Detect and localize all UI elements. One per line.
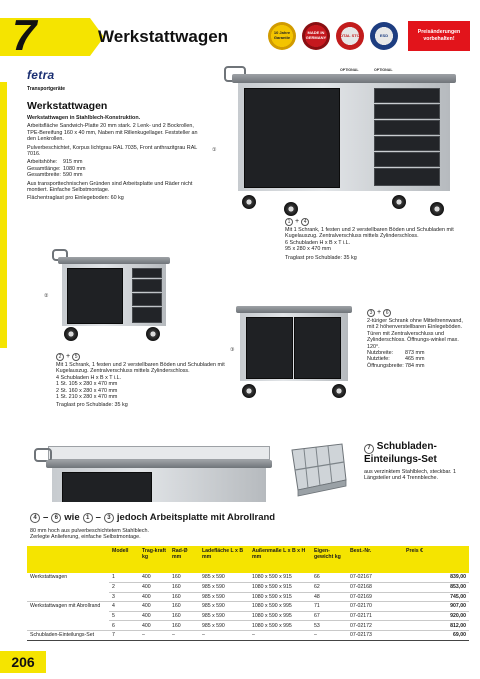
caption-line: 6 Schubladen H x B x T i.L. <box>285 239 351 246</box>
variant-heading-text: jedoch Arbeitsplatte mit Abrollrand <box>116 512 276 523</box>
table-cell: 07-02172 <box>347 621 403 631</box>
table-cell: 7 <box>109 631 139 641</box>
plus-sign: + <box>66 352 71 360</box>
price-note-badge: Preisänderungen vorbehalten! <box>408 21 470 51</box>
made-in-germany-seal: MADE IN GERMANY <box>302 22 330 50</box>
table-cell: 67 <box>311 611 347 621</box>
load-capacity: Traglast pro Schublade: 35 kg <box>285 254 357 261</box>
drawer-set-title-line2: Einteilungs-Set <box>364 453 437 465</box>
intro-block <box>27 100 207 204</box>
table-cell: 07-02173 <box>347 631 403 641</box>
table-header-row <box>27 546 469 573</box>
num-badge: 7 <box>364 444 374 454</box>
chapter-tab <box>0 11 90 60</box>
col-header: Rad-Ø mm <box>172 548 188 560</box>
chapter-number: 7 <box>12 11 37 60</box>
col-header <box>27 546 109 573</box>
dim-value: 915 mm <box>63 159 83 166</box>
col-header: Außenmaße L x B x H mm <box>252 548 306 560</box>
table-cell: 160 <box>169 583 199 593</box>
drawer <box>374 104 440 119</box>
drawer <box>374 88 440 103</box>
esd-seal: ESD <box>370 22 398 50</box>
drawer <box>132 293 162 306</box>
table-cell: 400 <box>139 583 169 593</box>
table-cell: 985 x 590 <box>199 583 249 593</box>
wheel <box>284 202 298 216</box>
table-cell: – <box>169 631 199 641</box>
table-cell: 62 <box>311 583 347 593</box>
caption-text: Mit 1 Schrank, 1 festen und 2 verstellbaren Böden und Schubladen mit Kugelauszug. Zentralverschluss mittels Zylinderschloss. <box>285 227 454 240</box>
figure-marker-3: ③ <box>230 347 235 353</box>
load-capacity: Traglast pro Schublade: 35 kg <box>56 402 128 409</box>
table-cell: – <box>199 631 249 641</box>
table-row <box>27 631 469 641</box>
price-cell: 745,00 <box>403 592 469 602</box>
spec-key: Nutzbreite: <box>367 350 394 357</box>
table-cell: 985 x 590 <box>199 573 249 583</box>
dim-value: 590 mm <box>63 172 83 179</box>
wheel <box>64 327 78 341</box>
drawer-insert-illustration <box>284 440 350 498</box>
drawer <box>374 152 440 167</box>
drawer <box>132 279 162 292</box>
price-cell: 853,00 <box>403 583 469 593</box>
drawer <box>374 120 440 135</box>
num-badge: 2 <box>56 353 64 361</box>
drawer-set-title-line1: Schubladen- <box>376 441 437 452</box>
word: wie <box>64 512 80 523</box>
table-cell: 1080 x 590 x 995 <box>249 621 311 631</box>
table-cell: 66 <box>311 573 347 583</box>
table-row <box>27 573 469 583</box>
table-cell: 1 <box>109 573 139 583</box>
table-cell: 07-02171 <box>347 611 403 621</box>
side-marker <box>0 82 7 348</box>
num-badge: 1 <box>83 513 93 523</box>
spec-key: Nutztiefe: <box>367 356 390 363</box>
table-cell: 07-02167 <box>347 573 403 583</box>
col-header: Modell <box>112 548 129 554</box>
table-cell: 1080 x 590 x 995 <box>249 611 311 621</box>
table-row <box>27 602 469 612</box>
plus-sign: + <box>377 308 382 316</box>
caption-line: 1 St. 105 x 280 x 470 mm <box>56 381 118 388</box>
worktop <box>58 257 170 264</box>
table-cell: 400 <box>139 592 169 602</box>
caption-text: 2-türiger Schrank ohne Mitteltrennwand, mit 2 höhenverstellbaren Einlegeböden. Türen mit Zentralverschluss und Zylinderschloss. Öffnungs-winkel max. 120°. <box>367 318 463 350</box>
col-header: Eigen-gewicht kg <box>314 548 341 560</box>
num-badge: 6 <box>383 309 391 317</box>
figure-marker-1: ① <box>212 147 217 153</box>
intro-paragraph: Aus transporttechnischen Gründen sind Arbeitsplatte und Räder nicht montiert. Einfache Selbstmontage. <box>27 180 193 194</box>
product-image-cart-2 <box>52 245 172 345</box>
section-title: Werkstattwagen <box>27 100 108 112</box>
table-cell: 400 <box>139 602 169 612</box>
dimension-list <box>27 159 207 178</box>
cabinet-door <box>244 88 340 188</box>
table-cell: 400 <box>139 611 169 621</box>
table-cell: 985 x 590 <box>199 611 249 621</box>
variant-subtext <box>30 528 149 541</box>
wheel <box>242 384 256 398</box>
table-cell: 07-02168 <box>347 583 403 593</box>
col-header: Ladefläche L x B mm <box>202 548 244 560</box>
drawer-set-title <box>364 441 437 466</box>
num-badge: 3 <box>367 309 375 317</box>
table-cell: 07-02170 <box>347 602 403 612</box>
group-label: Werkstattwagen mit Abrollrand <box>27 602 109 631</box>
product-image-cart-3 <box>236 306 356 406</box>
worktop <box>232 74 456 83</box>
num-badge: 4 <box>301 218 309 226</box>
table-cell: 985 x 590 <box>199 621 249 631</box>
intro-paragraph: Pulverbeschichtet, Korpus lichtgrau RAL 7035, Front anthrazitgrau RAL 7016. <box>27 144 198 158</box>
table-cell: – <box>311 631 347 641</box>
price-cell: 69,00 <box>403 631 469 641</box>
intro-paragraph: Arbeitsfläche Sandwich-Platte 20 mm stark. 2 Lenk- und 2 Bockrollen, TPE-Bereifung 160 x 40 mm, Naben mit Rillenkugellager. Feststeller an den Lenkrollen. <box>27 123 198 143</box>
brand-logo: fetra <box>27 68 55 82</box>
caption-3-6 <box>367 309 467 369</box>
table-cell: – <box>249 631 311 641</box>
table-cell: 160 <box>169 621 199 631</box>
table-cell: 6 <box>109 621 139 631</box>
intro-paragraph: Flächentraglast pro Einlegeboden: 60 kg <box>27 195 124 202</box>
spec-value: 873 mm <box>405 350 425 357</box>
caption-2-5 <box>56 353 236 409</box>
num-badge: 1 <box>285 218 293 226</box>
dim-key: Gesamtbreite: <box>27 172 61 179</box>
cabinet-door <box>62 472 152 502</box>
col-header: Best.-Nr. <box>350 548 372 554</box>
spec-list <box>367 350 467 369</box>
num-badge: 6 <box>51 513 61 523</box>
drawer <box>132 268 162 278</box>
table-cell: 07-02169 <box>347 592 403 602</box>
table-cell: 48 <box>311 592 347 602</box>
cabinet-door-left <box>246 317 293 379</box>
variant-subline: Zerlegte Anlieferung, einfache Selbstmontage. <box>30 534 141 541</box>
num-badge: 5 <box>72 353 80 361</box>
price-cell: 812,00 <box>403 621 469 631</box>
table-cell: 160 <box>169 592 199 602</box>
table-cell: – <box>139 631 169 641</box>
table-cell: 5 <box>109 611 139 621</box>
roll-rim <box>48 446 270 460</box>
price-table <box>27 546 469 641</box>
optional-label: OPTIONAL <box>374 68 393 72</box>
caption-line: 1 St. 210 x 280 x 470 mm <box>56 394 118 401</box>
dim-key: Arbeitshöhe: <box>27 159 58 166</box>
wheel <box>392 195 406 209</box>
worktop <box>236 306 352 313</box>
table-cell: 1080 x 590 x 915 <box>249 583 311 593</box>
page-number: 206 <box>0 651 46 673</box>
dim-value: 1080 mm <box>63 165 86 172</box>
wheel <box>430 202 444 216</box>
table-cell: 400 <box>139 573 169 583</box>
product-image-cart-1 <box>224 64 464 219</box>
table-cell: 985 x 590 <box>199 602 249 612</box>
spec-value: 784 mm <box>405 362 425 369</box>
table-cell: 2 <box>109 583 139 593</box>
variant-subline: 80 mm hoch aus pulverbeschichtetem Stahlblech. <box>30 528 149 534</box>
warranty-seal: 10 Jahre Garantie <box>268 22 296 50</box>
dash: – <box>95 512 101 523</box>
spec-value: 465 mm <box>405 356 425 363</box>
group-label: Schubladen-Einteilungs-Set <box>27 631 109 641</box>
drawer <box>374 168 440 186</box>
wheel <box>242 195 256 209</box>
price-cell: 907,00 <box>403 602 469 612</box>
num-badge: 4 <box>30 513 40 523</box>
caption-text: Mit 1 Schrank, 1 festen und 2 verstellbaren Böden und Schubladen mit Kugelauszug. Zentralverschluss mittels Zylinderschloss. <box>56 362 225 375</box>
col-header: Trag-kraft kg <box>142 548 166 560</box>
wheel <box>146 327 160 341</box>
plus-sign: + <box>295 217 300 225</box>
wheel <box>332 384 346 398</box>
caption-line: 4 Schubladen H x B x T i.L. <box>56 374 122 381</box>
cabinet-door-right <box>294 317 341 379</box>
intro-lead: Werkstattwagen in Stahlblech-Konstruktion. <box>27 115 141 121</box>
caption-line: 2 St. 160 x 280 x 470 mm <box>56 387 118 394</box>
caption-1-4 <box>285 218 465 261</box>
table-cell: 3 <box>109 592 139 602</box>
dim-key: Gesamtlänge: <box>27 165 61 172</box>
group-label: Werkstattwagen <box>27 573 109 602</box>
caption-line: 95 x 280 x 470 mm <box>285 246 331 253</box>
worktop <box>46 460 272 468</box>
table-cell: 1080 x 590 x 995 <box>249 602 311 612</box>
drawer <box>132 307 162 323</box>
num-badge: 3 <box>104 513 114 523</box>
drawer <box>374 136 440 151</box>
cabinet-door <box>67 268 123 324</box>
drawer-set-text: aus verzinktem Stahlblech, steckbar. 1 Längsteiler und 4 Trennbleche. <box>364 469 456 482</box>
table-cell: 4 <box>109 602 139 612</box>
total-stop-seal: TOTAL STOP <box>336 22 364 50</box>
product-image-drawer-set <box>284 440 350 498</box>
table-cell: 160 <box>169 602 199 612</box>
table-cell: 160 <box>169 611 199 621</box>
figure-marker-2: ② <box>44 293 49 299</box>
product-image-cart-rim <box>32 436 277 502</box>
price-cell: 839,00 <box>403 573 469 583</box>
table-cell: 53 <box>311 621 347 631</box>
brand-subtitle: Transportgeräte <box>27 86 66 92</box>
optional-label: OPTIONAL <box>340 68 359 72</box>
col-header: Preis € <box>406 548 424 554</box>
page-title: Werkstattwagen <box>98 27 229 46</box>
spec-key: Öffnungsbreite: <box>367 362 404 369</box>
table-cell: 985 x 590 <box>199 592 249 602</box>
table-cell: 400 <box>139 621 169 631</box>
table-cell: 1080 x 590 x 915 <box>249 573 311 583</box>
table-cell: 71 <box>311 602 347 612</box>
table-cell: 160 <box>169 573 199 583</box>
dash: – <box>43 512 49 523</box>
price-cell: 920,00 <box>403 611 469 621</box>
table-cell: 1080 x 590 x 915 <box>249 592 311 602</box>
variant-heading <box>30 512 275 524</box>
